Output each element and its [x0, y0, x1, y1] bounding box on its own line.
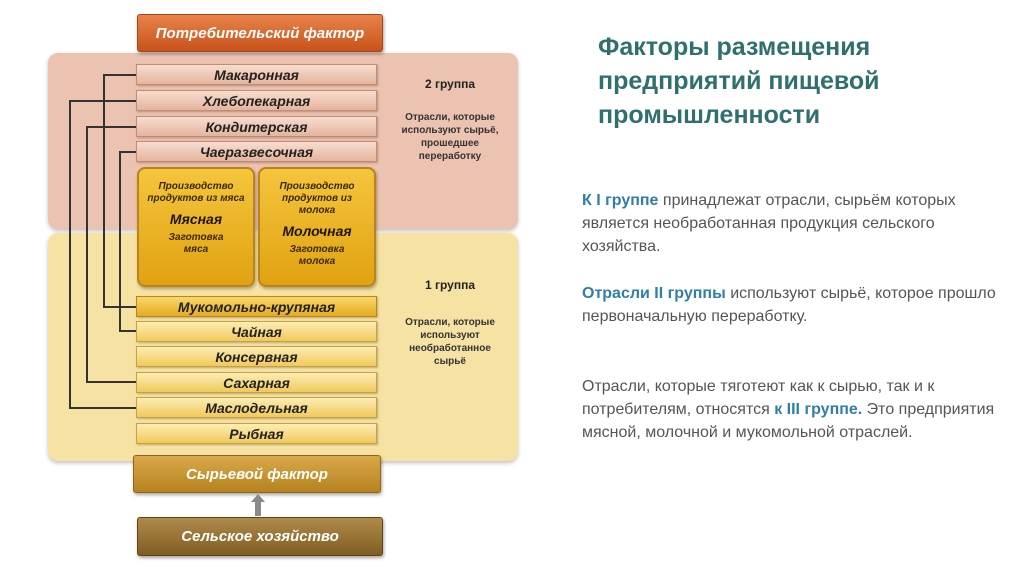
connector-line	[69, 100, 71, 408]
consumer-factor: Потребительский фактор	[137, 14, 383, 52]
industry-mukomolno-krupyanaya: Мукомольно-крупяная	[136, 296, 377, 317]
industry-maslodelnaya: Маслодельная	[136, 397, 377, 418]
paragraph-group2-highlight: Отрасли II группы	[582, 285, 726, 302]
group1-label: 1 группа	[424, 278, 476, 292]
industry-konservnaya: Консервная	[136, 346, 377, 367]
paragraph-group3-end: Это предприятия мясной, молочной и мукомольной отраслей.	[582, 401, 995, 441]
paragraph-group3-start: Отрасли, которые тяготеют как к сырью, так и к потребителям, относятся	[582, 378, 935, 418]
agriculture: Сельское хозяйство	[137, 517, 383, 556]
meat-production: Производство продуктов из мяса	[147, 181, 245, 204]
paragraph-group3	[582, 375, 1002, 444]
connector-line	[103, 74, 105, 307]
connector-line	[86, 381, 136, 383]
meat-procurement: Заготовка мяса	[168, 232, 224, 255]
group2-description: Отрасли, которые используют сырьё, прошедшее переработку	[401, 112, 499, 162]
group1-description: Отрасли, которые используют необработанное сырьё	[405, 317, 495, 367]
paragraph-group1-highlight: К I группе	[582, 192, 659, 209]
industry-chaynaya: Чайная	[136, 321, 377, 342]
milk-name: Молочная	[282, 223, 352, 239]
connector-line	[69, 407, 136, 409]
meat-box	[137, 167, 255, 287]
industry-rybnaya: Рыбная	[136, 423, 377, 444]
industry-chaerazvesochnaya: Чаеразвесочная	[136, 141, 377, 162]
paragraph-group2-text: используют сырьё, которое прошло первоначальную переработку.	[582, 285, 996, 325]
meat-name: Мясная	[169, 211, 223, 227]
industry-saharnaya: Сахарная	[136, 372, 377, 393]
connector-line	[119, 330, 136, 332]
paragraph-group2	[582, 282, 1002, 328]
industry-makaronnaya: Макаронная	[136, 64, 377, 85]
connector-line	[119, 151, 121, 331]
arrow-up-icon	[251, 494, 265, 516]
connector-line	[119, 151, 136, 153]
milk-procurement: Заготовка молока	[289, 244, 345, 267]
raw-factor: Сырьевой фактор	[133, 455, 381, 493]
milk-production: Производство продуктов из молока	[279, 181, 355, 216]
paragraph-group3-highlight: к III группе.	[774, 401, 863, 418]
connector-line	[86, 126, 88, 382]
milk-box	[258, 167, 376, 287]
connector-line	[103, 74, 136, 76]
page-title: Факторы размещения предприятий пищевой промышленности	[598, 33, 880, 129]
industry-konditerskaya: Кондитерская	[136, 116, 377, 137]
paragraph-group1-text: принадлежат отрасли, сырьём которых является необработанная продукция сельского хозяйства.	[582, 192, 956, 255]
paragraph-group1	[582, 189, 1002, 258]
group2-label: 2 группа	[424, 77, 476, 91]
industry-hlebopekarnaya: Хлебопекарная	[136, 90, 377, 111]
connector-line	[69, 100, 136, 102]
connector-line	[86, 126, 136, 128]
